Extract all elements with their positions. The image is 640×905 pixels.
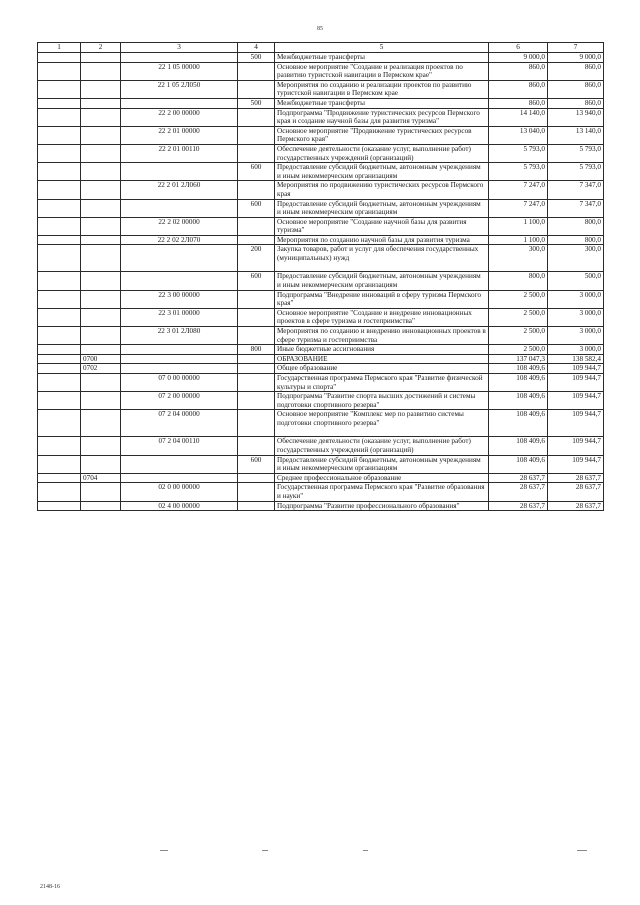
amount-year-1: 108 409,6 bbox=[489, 437, 548, 455]
section-code bbox=[81, 144, 121, 162]
amount-year-2: 7 347,0 bbox=[548, 199, 604, 217]
row-col-1 bbox=[38, 392, 81, 410]
row-col-1 bbox=[38, 163, 81, 181]
row-col-1 bbox=[38, 272, 81, 290]
target-article-code bbox=[121, 245, 238, 272]
expense-type-code bbox=[238, 501, 275, 511]
table-row bbox=[38, 108, 604, 126]
target-article-code: 02 4 00 00000 bbox=[121, 501, 238, 511]
amount-year-1: 1 100,0 bbox=[489, 217, 548, 235]
amount-year-1: 5 793,0 bbox=[489, 163, 548, 181]
amount-year-1: 108 409,6 bbox=[489, 410, 548, 437]
target-article-code: 07 2 00 00000 bbox=[121, 392, 238, 410]
section-code bbox=[81, 327, 121, 345]
section-code bbox=[81, 245, 121, 272]
amount-year-1: 28 637,7 bbox=[489, 501, 548, 511]
table-row bbox=[38, 308, 604, 326]
expense-type-code: 600 bbox=[238, 199, 275, 217]
table-row bbox=[38, 126, 604, 144]
row-col-1 bbox=[38, 410, 81, 437]
table-row bbox=[38, 245, 604, 272]
table-row bbox=[38, 345, 604, 355]
target-article-code: 22 3 01 2Л080 bbox=[121, 327, 238, 345]
table-row bbox=[38, 53, 604, 63]
target-article-code: 22 2 02 2Л070 bbox=[121, 235, 238, 245]
expense-type-code bbox=[238, 364, 275, 374]
amount-year-1: 800,0 bbox=[489, 272, 548, 290]
expense-type-code bbox=[238, 437, 275, 455]
item-name: Подпрограмма "Развитие профессионального образования" bbox=[275, 501, 489, 511]
amount-year-2: 109 944,7 bbox=[548, 364, 604, 374]
table-row bbox=[38, 327, 604, 345]
table-row bbox=[38, 501, 604, 511]
table-row bbox=[38, 98, 604, 108]
item-name: Предоставление субсидий бюджетным, автономным учреждениям и иным некоммерческим организациям bbox=[275, 163, 489, 181]
row-col-1 bbox=[38, 80, 81, 98]
table-row bbox=[38, 483, 604, 501]
column-header: 3 bbox=[121, 43, 238, 53]
item-name: Государственная программа Пермского края "Развитие образования и науки" bbox=[275, 483, 489, 501]
target-article-code: 07 2 04 00110 bbox=[121, 437, 238, 455]
section-code bbox=[81, 80, 121, 98]
amount-year-2: 109 944,7 bbox=[548, 410, 604, 437]
item-name: Подпрограмма "Внедрение инноваций в сферу туризма Пермского края" bbox=[275, 290, 489, 308]
row-col-1 bbox=[38, 327, 81, 345]
section-code bbox=[81, 455, 121, 473]
section-code bbox=[81, 181, 121, 199]
row-col-1 bbox=[38, 290, 81, 308]
section-code bbox=[81, 53, 121, 63]
target-article-code: 22 2 01 00000 bbox=[121, 126, 238, 144]
item-name: Предоставление субсидий бюджетным, автономным учреждениям и иным некоммерческим организациям bbox=[275, 199, 489, 217]
expense-type-code bbox=[238, 473, 275, 483]
expense-type-code bbox=[238, 217, 275, 235]
section-code bbox=[81, 163, 121, 181]
item-name: Мероприятия по созданию и реализации проектов по развитию туристской навигации в Пермском крае bbox=[275, 80, 489, 98]
amount-year-1: 137 047,3 bbox=[489, 354, 548, 364]
table-row bbox=[38, 410, 604, 437]
row-col-1 bbox=[38, 62, 81, 80]
amount-year-1: 5 793,0 bbox=[489, 144, 548, 162]
item-name: Основное мероприятие "Продвижение туристических ресурсов Пермского края" bbox=[275, 126, 489, 144]
section-code: 0704 bbox=[81, 473, 121, 483]
section-code bbox=[81, 217, 121, 235]
row-col-1 bbox=[38, 437, 81, 455]
expense-type-code bbox=[238, 374, 275, 392]
item-name: Мероприятия по созданию научной базы для развития туризма bbox=[275, 235, 489, 245]
section-code bbox=[81, 62, 121, 80]
amount-year-2: 138 582,4 bbox=[548, 354, 604, 364]
amount-year-2: 7 347,0 bbox=[548, 181, 604, 199]
amount-year-2: 800,0 bbox=[548, 217, 604, 235]
table-row bbox=[38, 199, 604, 217]
row-col-1 bbox=[38, 199, 81, 217]
scan-artifact bbox=[262, 850, 268, 851]
amount-year-2: 9 000,0 bbox=[548, 53, 604, 63]
row-col-1 bbox=[38, 345, 81, 355]
item-name: Основное мероприятие "Создание научной базы для развития туризма" bbox=[275, 217, 489, 235]
amount-year-1: 108 409,6 bbox=[489, 374, 548, 392]
section-code bbox=[81, 235, 121, 245]
target-article-code: 07 2 04 00000 bbox=[121, 410, 238, 437]
amount-year-1: 7 247,0 bbox=[489, 199, 548, 217]
expense-type-code: 600 bbox=[238, 272, 275, 290]
expense-type-code: 200 bbox=[238, 245, 275, 272]
target-article-code: 22 2 01 2Л060 bbox=[121, 181, 238, 199]
item-name: Общее образование bbox=[275, 364, 489, 374]
expense-type-code bbox=[238, 327, 275, 345]
target-article-code bbox=[121, 473, 238, 483]
item-name: Закупка товаров, работ и услуг для обеспечения государственных (муниципальных) нужд bbox=[275, 245, 489, 272]
section-code bbox=[81, 199, 121, 217]
amount-year-2: 500,0 bbox=[548, 272, 604, 290]
item-name: Основное мероприятие "Комплекс мер по развитию системы подготовки спортивного резерва" bbox=[275, 410, 489, 437]
amount-year-2: 3 000,0 bbox=[548, 327, 604, 345]
row-col-1 bbox=[38, 108, 81, 126]
section-code bbox=[81, 392, 121, 410]
row-col-1 bbox=[38, 354, 81, 364]
amount-year-1: 7 247,0 bbox=[489, 181, 548, 199]
expense-type-code bbox=[238, 410, 275, 437]
amount-year-2: 109 944,7 bbox=[548, 437, 604, 455]
column-header: 6 bbox=[489, 43, 548, 53]
table-row bbox=[38, 80, 604, 98]
budget-table bbox=[37, 42, 604, 511]
item-name: Основное мероприятие "Создание и реализация проектов по развитию туристской навигации в Пермском крае" bbox=[275, 62, 489, 80]
table-row bbox=[38, 364, 604, 374]
target-article-code: 07 0 00 00000 bbox=[121, 374, 238, 392]
row-col-1 bbox=[38, 245, 81, 272]
amount-year-1: 28 637,7 bbox=[489, 473, 548, 483]
row-col-1 bbox=[38, 364, 81, 374]
amount-year-2: 5 793,0 bbox=[548, 144, 604, 162]
item-name: Обеспечение деятельности (оказание услуг, выполнение работ) государственных учреждений (организаций) bbox=[275, 144, 489, 162]
item-name: Среднее профессиональное образование bbox=[275, 473, 489, 483]
row-col-1 bbox=[38, 144, 81, 162]
row-col-1 bbox=[38, 217, 81, 235]
item-name: Предоставление субсидий бюджетным, автономным учреждениям и иным некоммерческим организациям bbox=[275, 272, 489, 290]
table-row bbox=[38, 455, 604, 473]
expense-type-code bbox=[238, 126, 275, 144]
target-article-code: 22 1 05 00000 bbox=[121, 62, 238, 80]
amount-year-1: 13 040,0 bbox=[489, 126, 548, 144]
expense-type-code: 600 bbox=[238, 455, 275, 473]
section-code bbox=[81, 290, 121, 308]
table-row bbox=[38, 473, 604, 483]
item-name: Межбюджетные трансферты bbox=[275, 98, 489, 108]
table-row bbox=[38, 217, 604, 235]
item-name: Иные бюджетные ассигнования bbox=[275, 345, 489, 355]
row-col-1 bbox=[38, 53, 81, 63]
table-row bbox=[38, 290, 604, 308]
amount-year-1: 28 637,7 bbox=[489, 483, 548, 501]
target-article-code: 22 3 01 00000 bbox=[121, 308, 238, 326]
row-col-1 bbox=[38, 455, 81, 473]
expense-type-code: 800 bbox=[238, 345, 275, 355]
amount-year-2: 109 944,7 bbox=[548, 392, 604, 410]
expense-type-code bbox=[238, 108, 275, 126]
table-body bbox=[38, 53, 604, 511]
table-row bbox=[38, 354, 604, 364]
section-code bbox=[81, 108, 121, 126]
amount-year-2: 800,0 bbox=[548, 235, 604, 245]
target-article-code: 22 2 01 00110 bbox=[121, 144, 238, 162]
amount-year-1: 860,0 bbox=[489, 80, 548, 98]
column-header: 4 bbox=[238, 43, 275, 53]
row-col-1 bbox=[38, 126, 81, 144]
expense-type-code bbox=[238, 144, 275, 162]
item-name: Подпрограмма "Продвижение туристических ресурсов Пермского края и создание научной базы для развития туризма" bbox=[275, 108, 489, 126]
table-row bbox=[38, 163, 604, 181]
section-code bbox=[81, 126, 121, 144]
amount-year-2: 109 944,7 bbox=[548, 374, 604, 392]
target-article-code: 02 0 00 00000 bbox=[121, 483, 238, 501]
expense-type-code: 500 bbox=[238, 98, 275, 108]
table-row bbox=[38, 437, 604, 455]
section-code: 0702 bbox=[81, 364, 121, 374]
amount-year-1: 2 500,0 bbox=[489, 308, 548, 326]
section-code bbox=[81, 410, 121, 437]
document-code: 2148-16 bbox=[40, 884, 60, 890]
amount-year-1: 2 500,0 bbox=[489, 290, 548, 308]
item-name: Мероприятия по продвижению туристических ресурсов Пермского края bbox=[275, 181, 489, 199]
section-code bbox=[81, 501, 121, 511]
amount-year-2: 13 940,0 bbox=[548, 108, 604, 126]
target-article-code: 22 2 00 00000 bbox=[121, 108, 238, 126]
amount-year-1: 9 000,0 bbox=[489, 53, 548, 63]
scan-artifact bbox=[160, 850, 168, 851]
amount-year-1: 14 140,0 bbox=[489, 108, 548, 126]
expense-type-code bbox=[238, 308, 275, 326]
target-article-code bbox=[121, 272, 238, 290]
table-row bbox=[38, 144, 604, 162]
amount-year-1: 108 409,6 bbox=[489, 455, 548, 473]
expense-type-code bbox=[238, 290, 275, 308]
column-header: 1 bbox=[38, 43, 81, 53]
target-article-code bbox=[121, 199, 238, 217]
expense-type-code bbox=[238, 80, 275, 98]
amount-year-1: 108 409,6 bbox=[489, 392, 548, 410]
section-code bbox=[81, 437, 121, 455]
item-name: Государственная программа Пермского края "Развитие физической культуры и спорта" bbox=[275, 374, 489, 392]
amount-year-2: 860,0 bbox=[548, 80, 604, 98]
page-number: 85 bbox=[317, 26, 323, 32]
header-row bbox=[38, 43, 604, 53]
row-col-1 bbox=[38, 308, 81, 326]
amount-year-2: 28 637,7 bbox=[548, 501, 604, 511]
amount-year-1: 1 100,0 bbox=[489, 235, 548, 245]
target-article-code bbox=[121, 364, 238, 374]
section-code bbox=[81, 98, 121, 108]
target-article-code: 22 2 02 00000 bbox=[121, 217, 238, 235]
expense-type-code bbox=[238, 181, 275, 199]
amount-year-1: 300,0 bbox=[489, 245, 548, 272]
column-header: 5 bbox=[275, 43, 489, 53]
scan-artifact bbox=[577, 850, 587, 851]
target-article-code bbox=[121, 98, 238, 108]
item-name: Подпрограмма "Развитие спорта высших достижений и системы подготовки спортивного резерва" bbox=[275, 392, 489, 410]
amount-year-1: 860,0 bbox=[489, 98, 548, 108]
amount-year-2: 109 944,7 bbox=[548, 455, 604, 473]
row-col-1 bbox=[38, 181, 81, 199]
column-header: 7 bbox=[548, 43, 604, 53]
scan-artifact bbox=[363, 850, 368, 851]
table-row bbox=[38, 392, 604, 410]
expense-type-code bbox=[238, 483, 275, 501]
expense-type-code bbox=[238, 354, 275, 364]
amount-year-1: 860,0 bbox=[489, 62, 548, 80]
amount-year-1: 108 409,6 bbox=[489, 364, 548, 374]
target-article-code bbox=[121, 53, 238, 63]
target-article-code bbox=[121, 455, 238, 473]
section-code bbox=[81, 483, 121, 501]
amount-year-1: 2 500,0 bbox=[489, 345, 548, 355]
section-code bbox=[81, 345, 121, 355]
row-col-1 bbox=[38, 98, 81, 108]
amount-year-2: 28 637,7 bbox=[548, 473, 604, 483]
target-article-code bbox=[121, 345, 238, 355]
target-article-code: 22 3 00 00000 bbox=[121, 290, 238, 308]
table-row bbox=[38, 62, 604, 80]
table-row bbox=[38, 235, 604, 245]
target-article-code: 22 1 05 2Л050 bbox=[121, 80, 238, 98]
item-name: Предоставление субсидий бюджетным, автономным учреждениям и иным некоммерческим организациям bbox=[275, 455, 489, 473]
amount-year-2: 3 000,0 bbox=[548, 290, 604, 308]
amount-year-2: 860,0 bbox=[548, 62, 604, 80]
item-name: Обеспечение деятельности (оказание услуг, выполнение работ) государственных учреждений (организаций) bbox=[275, 437, 489, 455]
expense-type-code bbox=[238, 235, 275, 245]
amount-year-2: 3 000,0 bbox=[548, 308, 604, 326]
row-col-1 bbox=[38, 235, 81, 245]
column-header: 2 bbox=[81, 43, 121, 53]
expense-type-code bbox=[238, 62, 275, 80]
item-name: ОБРАЗОВАНИЕ bbox=[275, 354, 489, 364]
table-row bbox=[38, 272, 604, 290]
target-article-code bbox=[121, 354, 238, 364]
table-row bbox=[38, 374, 604, 392]
table-row bbox=[38, 181, 604, 199]
amount-year-1: 2 500,0 bbox=[489, 327, 548, 345]
amount-year-2: 13 140,0 bbox=[548, 126, 604, 144]
row-col-1 bbox=[38, 501, 81, 511]
item-name: Мероприятия по созданию и внедрению инновационных проектов в сфере туризма и гостеприимства bbox=[275, 327, 489, 345]
section-code bbox=[81, 272, 121, 290]
amount-year-2: 3 000,0 bbox=[548, 345, 604, 355]
amount-year-2: 860,0 bbox=[548, 98, 604, 108]
section-code: 0700 bbox=[81, 354, 121, 364]
row-col-1 bbox=[38, 473, 81, 483]
expense-type-code: 500 bbox=[238, 53, 275, 63]
row-col-1 bbox=[38, 483, 81, 501]
expense-type-code bbox=[238, 392, 275, 410]
item-name: Межбюджетные трансферты bbox=[275, 53, 489, 63]
target-article-code bbox=[121, 163, 238, 181]
expense-type-code: 600 bbox=[238, 163, 275, 181]
amount-year-2: 300,0 bbox=[548, 245, 604, 272]
row-col-1 bbox=[38, 374, 81, 392]
section-code bbox=[81, 374, 121, 392]
amount-year-2: 5 793,0 bbox=[548, 163, 604, 181]
section-code bbox=[81, 308, 121, 326]
amount-year-2: 28 637,7 bbox=[548, 483, 604, 501]
item-name: Основное мероприятие "Создание и внедрение инновационных проектов в сфере туризма и гостеприимства" bbox=[275, 308, 489, 326]
